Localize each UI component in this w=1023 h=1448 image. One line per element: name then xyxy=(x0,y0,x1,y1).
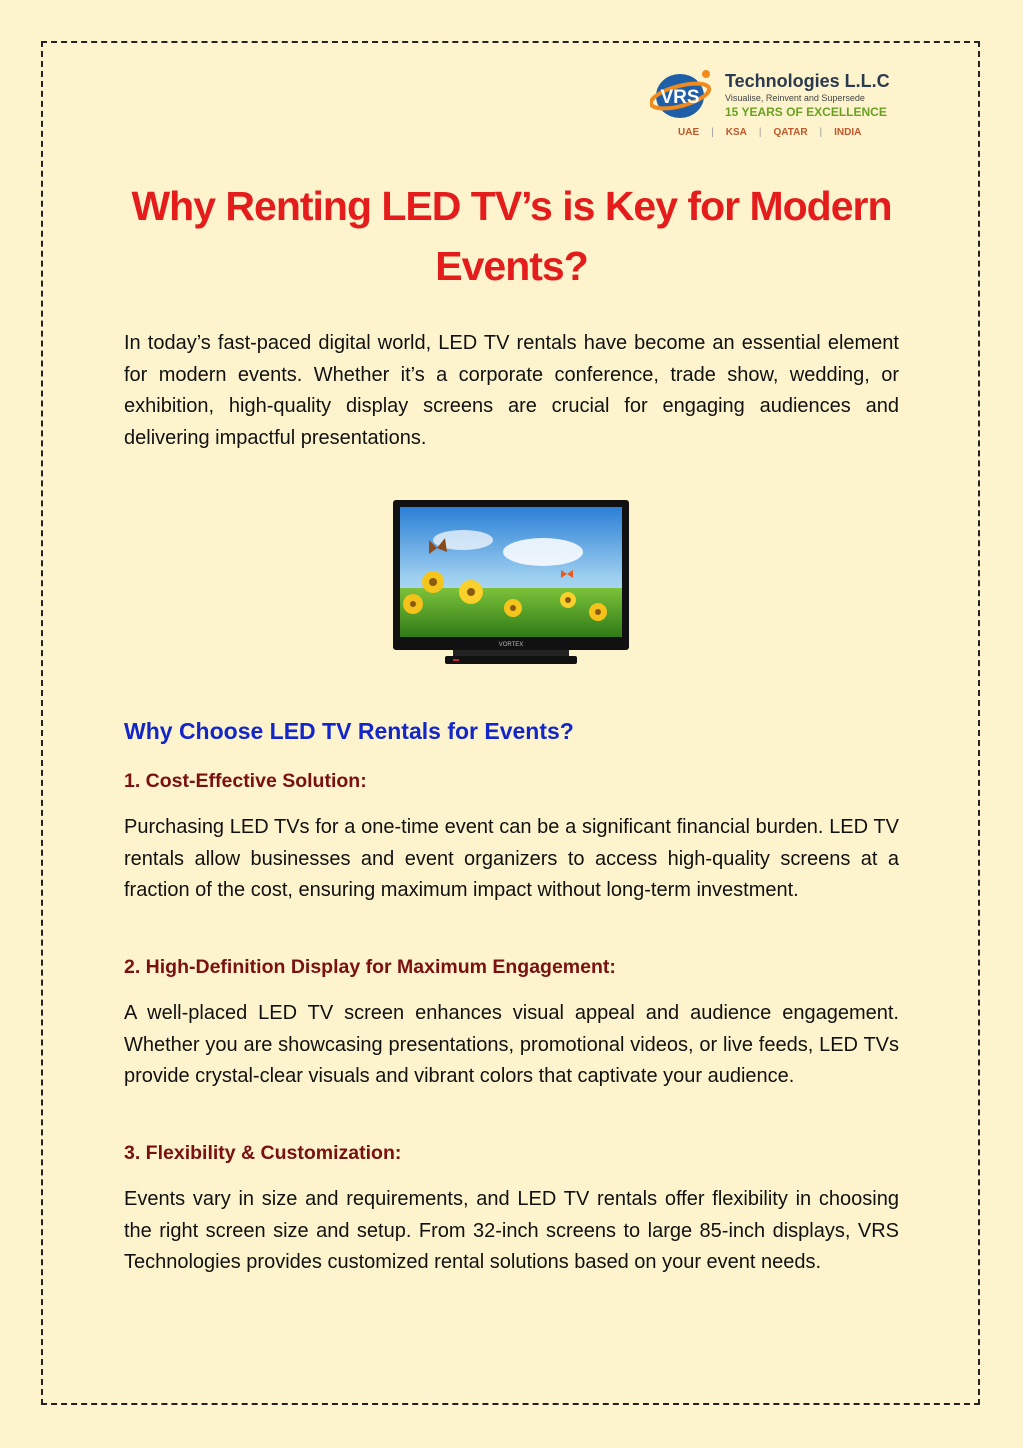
company-logo[interactable] xyxy=(650,66,900,146)
intro-paragraph: In today’s fast-paced digital world, LED TV rentals have become an essential element for modern events. Whether it’s a corporate conference, trade show, wedding, or exhibition, high-quality display screens are crucial for engaging audiences and delivering impactful presentations. xyxy=(124,332,899,449)
section-heading: Why Choose LED TV Rentals for Events? xyxy=(124,718,574,744)
region-separator: | xyxy=(711,127,714,138)
vrs-globe-icon xyxy=(650,66,730,126)
led-tv-image xyxy=(393,500,629,668)
region-uae: UAE xyxy=(678,127,700,138)
point-2-body: A well-placed LED TV screen enhances visual appeal and audience engagement. Whether you are showcasing presentations, promotional videos, or live feeds, LED TVs provide crystal-clear visuals and vibrant colors that captivate your audience. xyxy=(124,1002,899,1087)
logo-regions xyxy=(678,127,861,138)
logo-tagline: Visualise, Reinvent and Supersede xyxy=(725,93,865,103)
region-qatar: QATAR xyxy=(773,127,808,138)
logo-years: 15 YEARS OF EXCELLENCE xyxy=(725,105,887,119)
logo-mark: VRS xyxy=(660,87,700,108)
point-3-body: Events vary in size and requirements, and LED TV rentals offer flexibility in choosing the right screen size and setup. From 32-inch screens to large 85-inch displays, VRS Technologies provides customized rental solutions based on your event needs. xyxy=(124,1188,899,1273)
point-1-heading: 1. Cost-Effective Solution: xyxy=(124,770,367,792)
point-2-heading: 2. High-Definition Display for Maximum Engagement: xyxy=(124,956,616,978)
region-india: INDIA xyxy=(834,127,862,138)
tv-brand: VORTEX xyxy=(498,642,524,648)
page-title: Why Renting LED TV’s is Key for Modern Events? xyxy=(131,183,892,289)
logo-company-name: Technologies L.L.C xyxy=(725,71,890,91)
logo-text xyxy=(725,70,890,120)
region-separator: | xyxy=(819,127,823,138)
point-3-heading: 3. Flexibility & Customization: xyxy=(124,1142,402,1164)
point-1-body: Purchasing LED TVs for a one-time event can be a significant financial burden. LED TV rentals allow businesses and event organizers to access high-quality screens at a fraction of the cost, ensuring maximum impact without long-term investment. xyxy=(124,816,899,901)
region-ksa: KSA xyxy=(725,127,747,138)
region-separator: | xyxy=(758,127,762,138)
